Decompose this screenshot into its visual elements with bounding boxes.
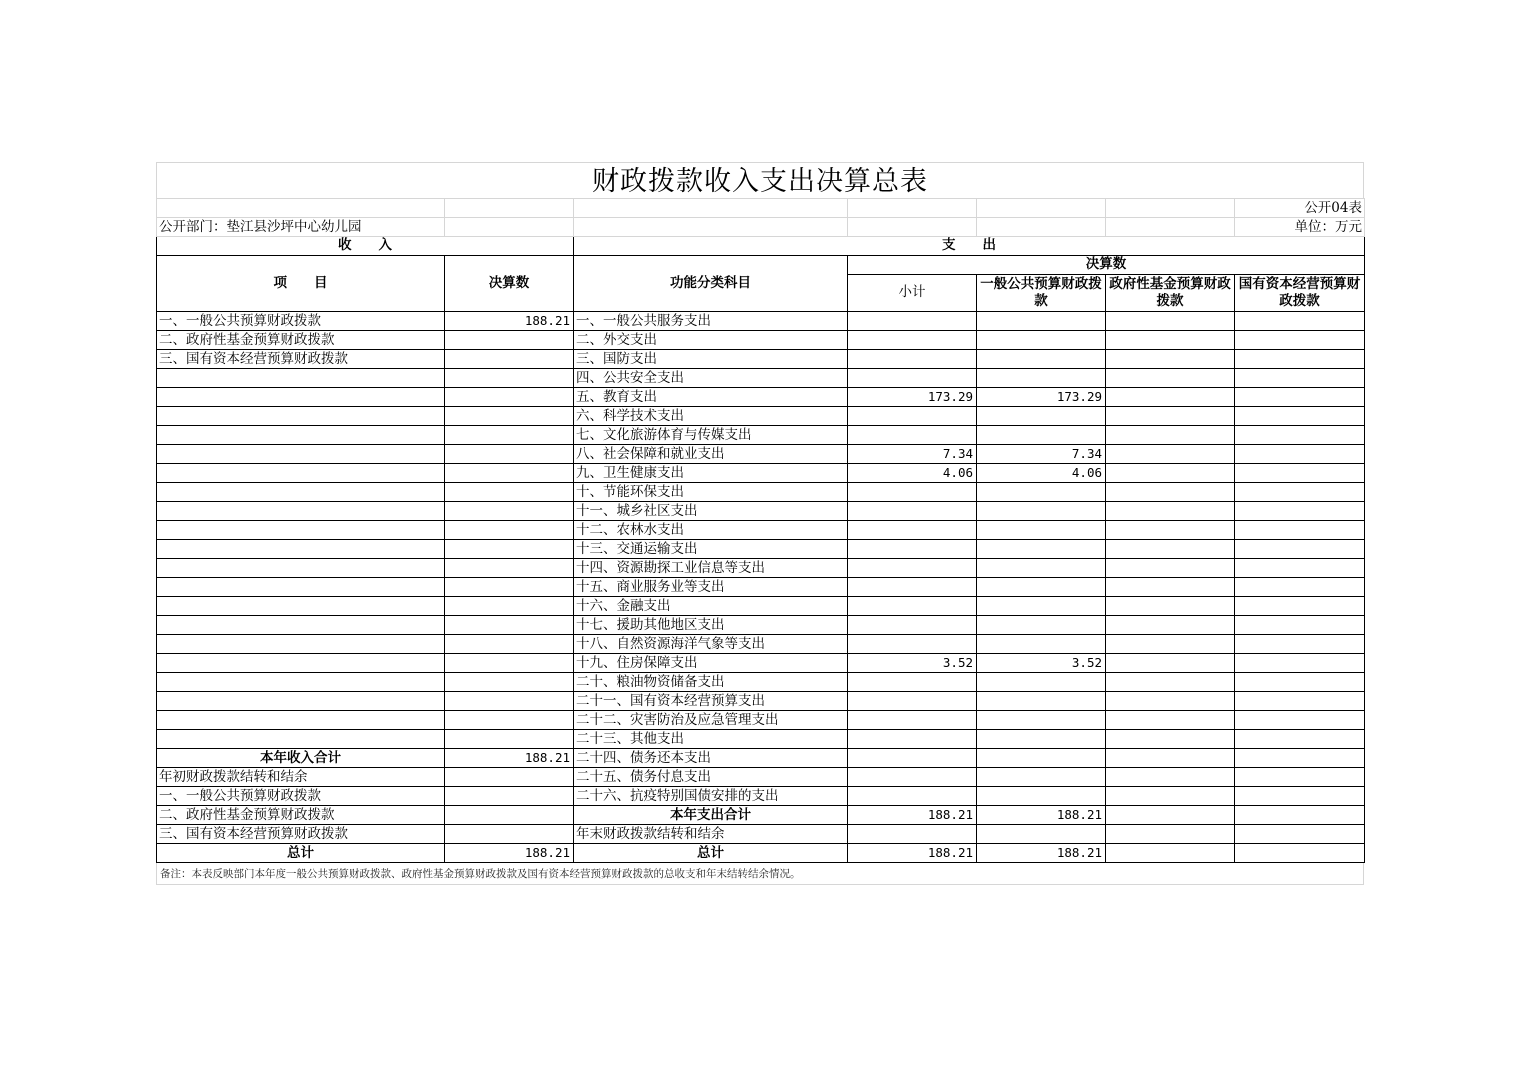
subtotal-cell <box>848 349 977 368</box>
subtotal-cell <box>848 786 977 805</box>
fund-budget-cell <box>1106 729 1235 748</box>
general-budget-cell <box>977 729 1106 748</box>
state-capital-cell <box>1235 786 1365 805</box>
income-header: 收 入 <box>157 237 574 256</box>
function-item-cell: 二、外交支出 <box>574 330 848 349</box>
general-budget-cell <box>977 672 1106 691</box>
subtotal-cell <box>848 539 977 558</box>
table-row <box>157 425 1365 444</box>
income-amount-cell <box>445 482 574 501</box>
state-capital-cell <box>1235 824 1365 843</box>
subtotal-cell <box>848 330 977 349</box>
general-budget-cell <box>977 596 1106 615</box>
function-item-cell: 年末财政拨款结转和结余 <box>574 824 848 843</box>
item-header: 项 目 <box>157 255 445 311</box>
income-amount-cell: 188.21 <box>445 843 574 862</box>
table-row <box>157 311 1365 330</box>
general-budget-cell <box>977 368 1106 387</box>
state-capital-cell <box>1235 311 1365 330</box>
state-capital-cell <box>1235 558 1365 577</box>
general-budget-cell: 4.06 <box>977 463 1106 482</box>
state-capital-header: 国有资本经营预算财政拨款 <box>1235 274 1365 311</box>
income-amount-cell <box>445 691 574 710</box>
report-table <box>156 198 1365 863</box>
table-row <box>157 368 1365 387</box>
state-capital-cell <box>1235 539 1365 558</box>
subtotal-cell <box>848 691 977 710</box>
fund-budget-cell <box>1106 539 1235 558</box>
income-item-cell: 本年收入合计 <box>157 748 445 767</box>
fund-budget-header: 政府性基金预算财政拨款 <box>1106 274 1235 311</box>
subtotal-cell <box>848 425 977 444</box>
function-item-cell: 四、公共安全支出 <box>574 368 848 387</box>
footnote: 备注：本表反映部门本年度一般公共预算财政拨款、政府性基金预算财政拨款及国有资本经营预算财政拨款的总收支和年末结转结余情况。 <box>156 863 1364 885</box>
function-item-cell: 二十三、其他支出 <box>574 729 848 748</box>
income-amount-cell <box>445 501 574 520</box>
subtotal-cell <box>848 406 977 425</box>
subtotal-cell <box>848 577 977 596</box>
fund-budget-cell <box>1106 482 1235 501</box>
subtotal-cell <box>848 520 977 539</box>
table-row <box>157 634 1365 653</box>
department-label: 公开部门：垫江县沙坪中心幼儿园 <box>157 218 445 237</box>
fund-budget-cell <box>1106 558 1235 577</box>
state-capital-cell <box>1235 368 1365 387</box>
income-item-cell <box>157 615 445 634</box>
table-row <box>157 463 1365 482</box>
subtotal-cell <box>848 501 977 520</box>
fund-budget-cell <box>1106 463 1235 482</box>
fund-budget-cell <box>1106 311 1235 330</box>
income-amount-cell <box>445 653 574 672</box>
subtotal-header: 小计 <box>848 274 977 311</box>
section-header-row <box>157 237 1365 256</box>
income-amount-cell <box>445 425 574 444</box>
subtotal-cell <box>848 710 977 729</box>
table-row <box>157 406 1365 425</box>
function-item-cell: 总计 <box>574 843 848 862</box>
income-item-cell <box>157 710 445 729</box>
income-item-cell <box>157 368 445 387</box>
expense-header: 支 出 <box>574 237 1365 256</box>
function-item-cell: 十一、城乡社区支出 <box>574 501 848 520</box>
general-budget-cell <box>977 710 1106 729</box>
table-row <box>157 520 1365 539</box>
state-capital-cell <box>1235 710 1365 729</box>
income-item-cell <box>157 596 445 615</box>
function-item-cell: 六、科学技术支出 <box>574 406 848 425</box>
state-capital-cell <box>1235 748 1365 767</box>
income-amount-cell <box>445 710 574 729</box>
general-budget-cell: 7.34 <box>977 444 1106 463</box>
fund-budget-cell <box>1106 634 1235 653</box>
fund-budget-cell <box>1106 843 1235 862</box>
fund-budget-cell <box>1106 672 1235 691</box>
table-row <box>157 444 1365 463</box>
fund-budget-cell <box>1106 330 1235 349</box>
state-capital-cell <box>1235 596 1365 615</box>
fund-budget-cell <box>1106 824 1235 843</box>
income-item-cell <box>157 634 445 653</box>
general-budget-cell <box>977 406 1106 425</box>
general-budget-cell <box>977 501 1106 520</box>
table-row <box>157 596 1365 615</box>
unit-label: 单位：万元 <box>1235 218 1365 237</box>
subtotal-cell <box>848 311 977 330</box>
income-item-cell <box>157 444 445 463</box>
table-row <box>157 653 1365 672</box>
general-budget-cell <box>977 482 1106 501</box>
subtotal-cell <box>848 634 977 653</box>
fund-budget-cell <box>1106 368 1235 387</box>
function-item-cell: 二十、粮油物资储备支出 <box>574 672 848 691</box>
fund-budget-cell <box>1106 577 1235 596</box>
form-number: 公开04表 <box>1235 199 1365 218</box>
income-item-cell <box>157 653 445 672</box>
form-number-row <box>157 199 1365 218</box>
fund-budget-cell <box>1106 748 1235 767</box>
table-row <box>157 805 1365 824</box>
income-item-cell <box>157 729 445 748</box>
function-header: 功能分类科目 <box>574 255 848 311</box>
state-capital-cell <box>1235 615 1365 634</box>
function-item-cell: 二十六、抗疫特别国债安排的支出 <box>574 786 848 805</box>
income-item-cell: 二、政府性基金预算财政拨款 <box>157 805 445 824</box>
income-item-cell <box>157 482 445 501</box>
income-item-cell <box>157 501 445 520</box>
function-item-cell: 十七、援助其他地区支出 <box>574 615 848 634</box>
income-amount-cell <box>445 368 574 387</box>
function-item-cell: 十八、自然资源海洋气象等支出 <box>574 634 848 653</box>
fund-budget-cell <box>1106 710 1235 729</box>
function-item-cell: 二十四、债务还本支出 <box>574 748 848 767</box>
fund-budget-cell <box>1106 425 1235 444</box>
function-item-cell: 三、国防支出 <box>574 349 848 368</box>
table-row <box>157 843 1365 862</box>
fund-budget-cell <box>1106 691 1235 710</box>
fund-budget-cell <box>1106 786 1235 805</box>
income-amount-cell <box>445 463 574 482</box>
subtotal-cell: 3.52 <box>848 653 977 672</box>
fund-budget-cell <box>1106 805 1235 824</box>
general-budget-header: 一般公共预算财政拨款 <box>977 274 1106 311</box>
state-capital-cell <box>1235 729 1365 748</box>
function-item-cell: 二十一、国有资本经营预算支出 <box>574 691 848 710</box>
table-row <box>157 482 1365 501</box>
income-amount-cell <box>445 824 574 843</box>
general-budget-cell <box>977 824 1106 843</box>
general-budget-cell: 3.52 <box>977 653 1106 672</box>
fund-budget-cell <box>1106 349 1235 368</box>
function-item-cell: 十四、资源勘探工业信息等支出 <box>574 558 848 577</box>
general-budget-cell <box>977 539 1106 558</box>
table-row <box>157 539 1365 558</box>
subtotal-cell <box>848 615 977 634</box>
income-item-cell <box>157 425 445 444</box>
general-budget-cell <box>977 558 1106 577</box>
general-budget-cell: 173.29 <box>977 387 1106 406</box>
income-item-cell <box>157 672 445 691</box>
state-capital-cell <box>1235 501 1365 520</box>
income-amount-cell <box>445 786 574 805</box>
table-row <box>157 330 1365 349</box>
table-row <box>157 767 1365 786</box>
subtotal-cell: 7.34 <box>848 444 977 463</box>
general-budget-cell <box>977 634 1106 653</box>
state-capital-cell <box>1235 767 1365 786</box>
general-budget-cell <box>977 425 1106 444</box>
table-row <box>157 748 1365 767</box>
state-capital-cell <box>1235 387 1365 406</box>
table-row <box>157 558 1365 577</box>
subtotal-cell <box>848 729 977 748</box>
table-row <box>157 729 1365 748</box>
income-amount-cell <box>445 444 574 463</box>
function-item-cell: 十六、金融支出 <box>574 596 848 615</box>
column-header-row-1 <box>157 255 1365 274</box>
income-amount-cell <box>445 520 574 539</box>
general-budget-cell: 188.21 <box>977 805 1106 824</box>
fund-budget-cell <box>1106 406 1235 425</box>
function-item-cell: 二十二、灾害防治及应急管理支出 <box>574 710 848 729</box>
income-amount-cell <box>445 558 574 577</box>
final-header: 决算数 <box>848 255 1365 274</box>
income-item-cell <box>157 463 445 482</box>
income-amount-cell <box>445 387 574 406</box>
report-title: 财政拨款收入支出决算总表 <box>156 162 1364 198</box>
amount-header: 决算数 <box>445 255 574 311</box>
state-capital-cell <box>1235 425 1365 444</box>
state-capital-cell <box>1235 843 1365 862</box>
table-row <box>157 387 1365 406</box>
state-capital-cell <box>1235 691 1365 710</box>
state-capital-cell <box>1235 482 1365 501</box>
subtotal-cell <box>848 482 977 501</box>
table-row <box>157 577 1365 596</box>
function-item-cell: 十、节能环保支出 <box>574 482 848 501</box>
subtotal-cell: 4.06 <box>848 463 977 482</box>
general-budget-cell <box>977 615 1106 634</box>
income-item-cell: 总计 <box>157 843 445 862</box>
function-item-cell: 一、一般公共服务支出 <box>574 311 848 330</box>
income-item-cell <box>157 520 445 539</box>
dept-row <box>157 218 1365 237</box>
fund-budget-cell <box>1106 653 1235 672</box>
subtotal-cell <box>848 368 977 387</box>
table-row <box>157 672 1365 691</box>
income-amount-cell <box>445 330 574 349</box>
income-item-cell: 三、国有资本经营预算财政拨款 <box>157 349 445 368</box>
income-item-cell <box>157 406 445 425</box>
fund-budget-cell <box>1106 767 1235 786</box>
income-amount-cell <box>445 615 574 634</box>
state-capital-cell <box>1235 520 1365 539</box>
table-body <box>157 311 1365 862</box>
fund-budget-cell <box>1106 444 1235 463</box>
table-row <box>157 615 1365 634</box>
general-budget-cell <box>977 691 1106 710</box>
table-row <box>157 824 1365 843</box>
subtotal-cell <box>848 767 977 786</box>
state-capital-cell <box>1235 463 1365 482</box>
state-capital-cell <box>1235 805 1365 824</box>
state-capital-cell <box>1235 444 1365 463</box>
income-amount-cell <box>445 577 574 596</box>
general-budget-cell <box>977 330 1106 349</box>
subtotal-cell: 173.29 <box>848 387 977 406</box>
state-capital-cell <box>1235 349 1365 368</box>
fund-budget-cell <box>1106 596 1235 615</box>
general-budget-cell <box>977 349 1106 368</box>
general-budget-cell <box>977 786 1106 805</box>
income-amount-cell <box>445 349 574 368</box>
income-amount-cell <box>445 672 574 691</box>
income-amount-cell <box>445 729 574 748</box>
state-capital-cell <box>1235 330 1365 349</box>
function-item-cell: 七、文化旅游体育与传媒支出 <box>574 425 848 444</box>
table-row <box>157 710 1365 729</box>
fund-budget-cell <box>1106 501 1235 520</box>
income-item-cell: 二、政府性基金预算财政拨款 <box>157 330 445 349</box>
table-row <box>157 786 1365 805</box>
income-item-cell: 一、一般公共预算财政拨款 <box>157 786 445 805</box>
state-capital-cell <box>1235 406 1365 425</box>
function-item-cell: 本年支出合计 <box>574 805 848 824</box>
income-amount-cell <box>445 596 574 615</box>
function-item-cell: 八、社会保障和就业支出 <box>574 444 848 463</box>
income-item-cell: 三、国有资本经营预算财政拨款 <box>157 824 445 843</box>
income-item-cell: 一、一般公共预算财政拨款 <box>157 311 445 330</box>
fund-budget-cell <box>1106 520 1235 539</box>
state-capital-cell <box>1235 653 1365 672</box>
function-item-cell: 二十五、债务付息支出 <box>574 767 848 786</box>
income-item-cell: 年初财政拨款结转和结余 <box>157 767 445 786</box>
table-row <box>157 501 1365 520</box>
state-capital-cell <box>1235 672 1365 691</box>
general-budget-cell <box>977 767 1106 786</box>
general-budget-cell <box>977 748 1106 767</box>
income-amount-cell: 188.21 <box>445 748 574 767</box>
income-amount-cell <box>445 539 574 558</box>
subtotal-cell: 188.21 <box>848 805 977 824</box>
general-budget-cell <box>977 520 1106 539</box>
income-amount-cell <box>445 805 574 824</box>
fund-budget-cell <box>1106 387 1235 406</box>
income-amount-cell <box>445 406 574 425</box>
function-item-cell: 十三、交通运输支出 <box>574 539 848 558</box>
general-budget-cell <box>977 311 1106 330</box>
income-amount-cell <box>445 634 574 653</box>
subtotal-cell <box>848 558 977 577</box>
table-row <box>157 349 1365 368</box>
income-amount-cell <box>445 767 574 786</box>
table-row <box>157 691 1365 710</box>
function-item-cell: 十九、住房保障支出 <box>574 653 848 672</box>
general-budget-cell <box>977 577 1106 596</box>
report-sheet <box>156 162 1364 885</box>
income-amount-cell: 188.21 <box>445 311 574 330</box>
subtotal-cell <box>848 748 977 767</box>
subtotal-cell <box>848 596 977 615</box>
subtotal-cell <box>848 824 977 843</box>
function-item-cell: 十二、农林水支出 <box>574 520 848 539</box>
state-capital-cell <box>1235 577 1365 596</box>
income-item-cell <box>157 387 445 406</box>
income-item-cell <box>157 539 445 558</box>
state-capital-cell <box>1235 634 1365 653</box>
income-item-cell <box>157 577 445 596</box>
function-item-cell: 十五、商业服务业等支出 <box>574 577 848 596</box>
subtotal-cell <box>848 672 977 691</box>
function-item-cell: 九、卫生健康支出 <box>574 463 848 482</box>
function-item-cell: 五、教育支出 <box>574 387 848 406</box>
general-budget-cell: 188.21 <box>977 843 1106 862</box>
fund-budget-cell <box>1106 615 1235 634</box>
income-item-cell <box>157 691 445 710</box>
subtotal-cell: 188.21 <box>848 843 977 862</box>
income-item-cell <box>157 558 445 577</box>
